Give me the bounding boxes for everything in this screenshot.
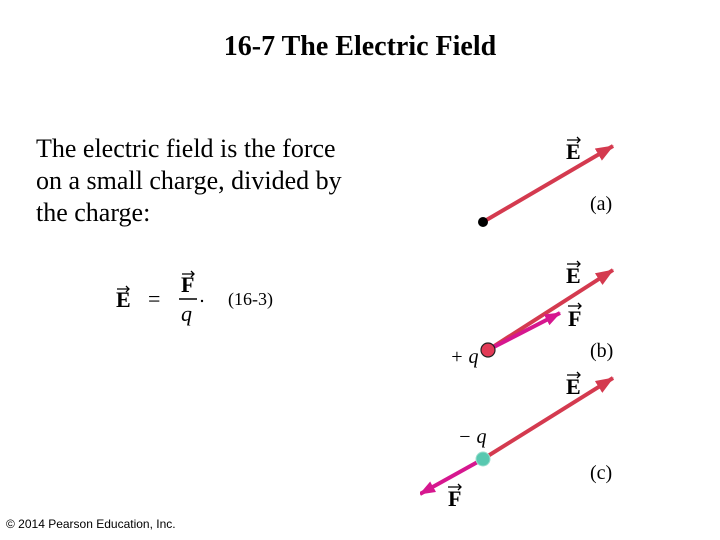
field-label-e — [566, 372, 581, 399]
body-line: on a small charge, divided by — [36, 166, 342, 195]
copyright-notice: © 2014 Pearson Education, Inc. — [6, 517, 176, 531]
charge-label-negative: − q — [458, 426, 487, 448]
charge-label-positive: + q — [450, 346, 479, 368]
panel-b — [450, 261, 613, 368]
equation-denominator: q — [181, 301, 192, 326]
electric-field-arrow — [488, 270, 613, 350]
force-label-f — [448, 484, 461, 511]
negative-charge — [476, 452, 490, 466]
force-arrow — [488, 313, 560, 350]
equation-numerator — [181, 271, 194, 297]
part-label-c: (c) — [590, 462, 613, 484]
svg-text:F: F — [448, 486, 462, 511]
field-point-dot — [478, 217, 488, 227]
part-label-b: (b) — [590, 340, 614, 362]
equation-lhs — [116, 286, 131, 312]
electric-field-figure — [420, 120, 720, 520]
equation-period — [201, 300, 203, 302]
svg-text:E: E — [116, 287, 131, 312]
equation-equals-sign: = — [148, 286, 161, 311]
svg-text:E: E — [566, 374, 581, 399]
body-line: The electric field is the force — [36, 134, 336, 163]
part-label-a: (a) — [590, 193, 613, 215]
electric-field-equation — [108, 262, 218, 332]
equation-number: (16-3) — [228, 289, 273, 309]
electric-field-arrow — [483, 378, 613, 459]
svg-text:F: F — [568, 306, 582, 331]
field-label-e — [566, 261, 581, 288]
panel-a — [478, 137, 613, 227]
svg-text:E: E — [566, 139, 581, 164]
body-text — [36, 133, 396, 229]
svg-text:F: F — [181, 272, 195, 297]
field-label-e — [566, 137, 581, 164]
svg-text:E: E — [566, 263, 581, 288]
force-label-f — [568, 303, 581, 331]
panel-c — [420, 372, 613, 511]
slide-title: 16-7 The Electric Field — [223, 31, 497, 62]
positive-charge — [481, 343, 495, 357]
body-line: the charge: — [36, 198, 151, 227]
